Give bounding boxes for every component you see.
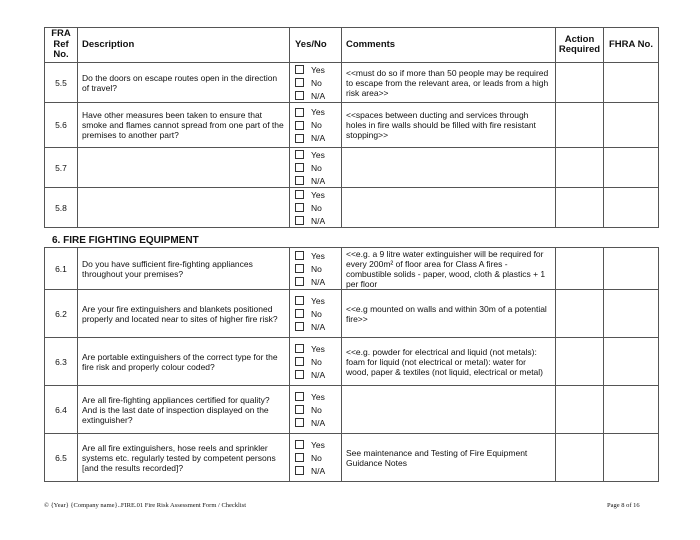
table-row bbox=[45, 434, 659, 482]
fhra-no-cell[interactable] bbox=[604, 63, 659, 103]
option-no[interactable] bbox=[295, 119, 341, 132]
option-yes[interactable] bbox=[295, 148, 341, 161]
action-required-cell[interactable] bbox=[556, 103, 604, 148]
row-ref-no: 6.1 bbox=[45, 248, 78, 290]
row-comments: <<e.g. powder for electrical and liquid (not metals): foam for liquid (not electrical or metal): water for wood, paper & textiles (not liquid, electrical or metal) bbox=[342, 338, 556, 386]
yes-no-options bbox=[290, 103, 342, 148]
checkbox-no[interactable] bbox=[295, 203, 304, 212]
option-na[interactable] bbox=[295, 174, 341, 187]
header-description: Description bbox=[78, 28, 290, 63]
option-no-label: No bbox=[311, 263, 322, 274]
checkbox-yes[interactable] bbox=[295, 392, 304, 401]
option-na-label: N/A bbox=[311, 133, 326, 143]
option-na-label: N/A bbox=[311, 465, 326, 476]
option-yes[interactable] bbox=[295, 342, 341, 355]
checkbox-yes[interactable] bbox=[295, 440, 304, 449]
option-yes-label: Yes bbox=[311, 250, 325, 261]
checkbox-no[interactable] bbox=[295, 78, 304, 87]
fhra-no-cell[interactable] bbox=[604, 248, 659, 290]
row-ref-no: 5.7 bbox=[45, 148, 78, 188]
checkbox-no[interactable] bbox=[295, 453, 304, 462]
row-description: Are all fire extinguishers, hose reels and sprinkler systems etc. regularly tested by competent persons [and the results recorded]? bbox=[78, 434, 290, 482]
option-na[interactable] bbox=[295, 416, 341, 429]
option-no-label: No bbox=[311, 120, 322, 130]
option-no[interactable] bbox=[295, 355, 341, 368]
fhra-no-cell[interactable] bbox=[604, 338, 659, 386]
option-na[interactable] bbox=[295, 320, 341, 333]
option-no-label: No bbox=[311, 162, 322, 173]
option-yes-label: Yes bbox=[311, 189, 325, 200]
yes-no-options bbox=[290, 148, 342, 188]
action-required-cell[interactable] bbox=[556, 386, 604, 434]
option-na[interactable] bbox=[295, 132, 341, 145]
checkbox-yes[interactable] bbox=[295, 65, 304, 74]
header-action-required: Action Required bbox=[556, 28, 604, 63]
option-yes-label: Yes bbox=[311, 439, 325, 450]
action-required-cell[interactable] bbox=[556, 188, 604, 228]
action-required-cell[interactable] bbox=[556, 148, 604, 188]
checkbox-yes[interactable] bbox=[295, 150, 304, 159]
option-yes[interactable] bbox=[295, 390, 341, 403]
option-na-label: N/A bbox=[311, 369, 326, 380]
fhra-no-cell[interactable] bbox=[604, 386, 659, 434]
header-fhra-no: FHRA No. bbox=[604, 28, 659, 63]
option-na[interactable] bbox=[295, 275, 341, 288]
option-yes-label: Yes bbox=[311, 107, 325, 117]
checkbox-no[interactable] bbox=[295, 357, 304, 366]
option-yes-label: Yes bbox=[311, 343, 325, 354]
row-description: Do you have sufficient fire-fighting appliances throughout your premises? bbox=[78, 248, 290, 290]
action-required-cell[interactable] bbox=[556, 248, 604, 290]
checklist-table-section-5 bbox=[44, 27, 659, 228]
yes-no-options bbox=[290, 63, 342, 103]
yes-no-options bbox=[290, 338, 342, 386]
row-comments bbox=[342, 188, 556, 228]
option-na[interactable] bbox=[295, 89, 341, 102]
row-ref-no: 5.8 bbox=[45, 188, 78, 228]
option-na-label: N/A bbox=[311, 276, 326, 287]
option-na-label: N/A bbox=[311, 321, 326, 332]
row-ref-no: 6.2 bbox=[45, 290, 78, 338]
option-na-label: N/A bbox=[311, 90, 326, 101]
header-yes-no: Yes/No bbox=[290, 28, 342, 63]
table-row bbox=[45, 63, 659, 103]
option-no[interactable] bbox=[295, 76, 341, 89]
checkbox-yes[interactable] bbox=[295, 296, 304, 305]
checkbox-na[interactable] bbox=[295, 134, 304, 143]
checkbox-no[interactable] bbox=[295, 264, 304, 273]
yes-no-options bbox=[290, 434, 342, 482]
option-no[interactable] bbox=[295, 161, 341, 174]
action-required-cell[interactable] bbox=[556, 290, 604, 338]
option-yes-label: Yes bbox=[311, 391, 325, 402]
action-required-cell[interactable] bbox=[556, 338, 604, 386]
option-no-label: No bbox=[311, 77, 322, 88]
table-row bbox=[45, 188, 659, 228]
option-no[interactable] bbox=[295, 201, 341, 214]
row-comments: See maintenance and Testing of Fire Equipment Guidance Notes bbox=[342, 434, 556, 482]
checkbox-no[interactable] bbox=[295, 121, 304, 130]
option-yes-label: Yes bbox=[311, 149, 325, 160]
option-yes[interactable] bbox=[295, 294, 341, 307]
checkbox-no[interactable] bbox=[295, 309, 304, 318]
checkbox-na[interactable] bbox=[295, 466, 304, 475]
row-comments: <<spaces between ducting and services through holes in fire walls should be filled with fire resistant stopping>> bbox=[342, 103, 556, 148]
checkbox-no[interactable] bbox=[295, 163, 304, 172]
option-yes-label: Yes bbox=[311, 295, 325, 306]
option-yes[interactable] bbox=[295, 63, 341, 76]
yes-no-options bbox=[290, 248, 342, 290]
row-description bbox=[78, 148, 290, 188]
row-ref-no: 6.5 bbox=[45, 434, 78, 482]
row-description: Are your fire extinguishers and blankets positioned properly and located near to sites of higher fire risk? bbox=[78, 290, 290, 338]
checkbox-na[interactable] bbox=[295, 322, 304, 331]
checkbox-yes[interactable] bbox=[295, 190, 304, 199]
option-na-label: N/A bbox=[311, 417, 326, 428]
checklist-table-section-6 bbox=[44, 247, 659, 482]
row-comments: <<must do so if more than 50 people may be required to escape from the relevant area, or leads from a high risk area>> bbox=[342, 63, 556, 103]
option-no[interactable] bbox=[295, 307, 341, 320]
footer-copyright: © {Year} {Company name}..FIRE.01 Fire Risk Assessment Form / Checklist bbox=[44, 502, 247, 509]
row-ref-no: 5.5 bbox=[45, 63, 78, 103]
table-row bbox=[45, 148, 659, 188]
option-na-label: N/A bbox=[311, 175, 326, 186]
section-6-title: 6. FIRE FIGHTING EQUIPMENT bbox=[52, 235, 199, 246]
row-comments: <<e.g. a 9 litre water extinguisher will be required for every 200m² of floor area for Class A fires - combustible solids - paper, wood, cloth & plastics + 1 per floor bbox=[342, 248, 556, 290]
option-no-label: No bbox=[311, 404, 322, 415]
option-yes[interactable] bbox=[295, 438, 341, 451]
action-required-cell[interactable] bbox=[556, 434, 604, 482]
fhra-no-cell[interactable] bbox=[604, 290, 659, 338]
table-row bbox=[45, 248, 659, 290]
fhra-no-cell[interactable] bbox=[604, 148, 659, 188]
table-header-row bbox=[45, 28, 659, 63]
option-yes-label: Yes bbox=[311, 64, 325, 75]
checkbox-na[interactable] bbox=[295, 91, 304, 100]
fhra-no-cell[interactable] bbox=[604, 103, 659, 148]
option-no-label: No bbox=[311, 356, 322, 367]
yes-no-options bbox=[290, 290, 342, 338]
option-na[interactable] bbox=[295, 214, 341, 227]
row-ref-no: 5.6 bbox=[45, 103, 78, 148]
row-description: Are portable extinguishers of the correct type for the fire risk and properly colour coded? bbox=[78, 338, 290, 386]
checkbox-na[interactable] bbox=[295, 176, 304, 185]
table-row bbox=[45, 386, 659, 434]
row-description: Do the doors on escape routes open in the direction of travel? bbox=[78, 63, 290, 103]
row-description: Have other measures been taken to ensure that smoke and flames cannot spread from one part of the premises to another part? bbox=[78, 103, 290, 148]
option-no[interactable] bbox=[295, 262, 341, 275]
yes-no-options bbox=[290, 386, 342, 434]
checkbox-no[interactable] bbox=[295, 405, 304, 414]
option-na[interactable] bbox=[295, 368, 341, 381]
option-yes[interactable] bbox=[295, 249, 341, 262]
table-row bbox=[45, 290, 659, 338]
option-yes[interactable] bbox=[295, 188, 341, 201]
option-no-label: No bbox=[311, 308, 322, 319]
table-row bbox=[45, 338, 659, 386]
checkbox-yes[interactable] bbox=[295, 344, 304, 353]
table-row bbox=[45, 103, 659, 148]
checkbox-na[interactable] bbox=[295, 370, 304, 379]
action-required-cell[interactable] bbox=[556, 63, 604, 103]
row-ref-no: 6.4 bbox=[45, 386, 78, 434]
option-no[interactable] bbox=[295, 403, 341, 416]
option-na[interactable] bbox=[295, 464, 341, 477]
row-comments bbox=[342, 386, 556, 434]
fhra-no-cell[interactable] bbox=[604, 434, 659, 482]
option-no-label: No bbox=[311, 452, 322, 463]
row-description bbox=[78, 188, 290, 228]
checkbox-na[interactable] bbox=[295, 277, 304, 286]
yes-no-options bbox=[290, 188, 342, 228]
header-comments: Comments bbox=[342, 28, 556, 63]
option-no-label: No bbox=[311, 202, 322, 213]
option-no[interactable] bbox=[295, 451, 341, 464]
checkbox-yes[interactable] bbox=[295, 251, 304, 260]
footer-page-number: Page 8 of 16 bbox=[607, 502, 640, 509]
row-ref-no: 6.3 bbox=[45, 338, 78, 386]
option-yes[interactable] bbox=[295, 106, 341, 119]
header-fra-ref-no: FRA Ref No. bbox=[45, 28, 78, 63]
option-na-label: N/A bbox=[311, 215, 326, 226]
row-comments: <<e.g mounted on walls and within 30m of a potential fire>> bbox=[342, 290, 556, 338]
checkbox-na[interactable] bbox=[295, 418, 304, 427]
fhra-no-cell[interactable] bbox=[604, 188, 659, 228]
row-comments bbox=[342, 148, 556, 188]
checkbox-na[interactable] bbox=[295, 216, 304, 225]
row-description: Are all fire-fighting appliances certified for quality? And is the last date of inspection displayed on the extinguisher? bbox=[78, 386, 290, 434]
checkbox-yes[interactable] bbox=[295, 108, 304, 117]
